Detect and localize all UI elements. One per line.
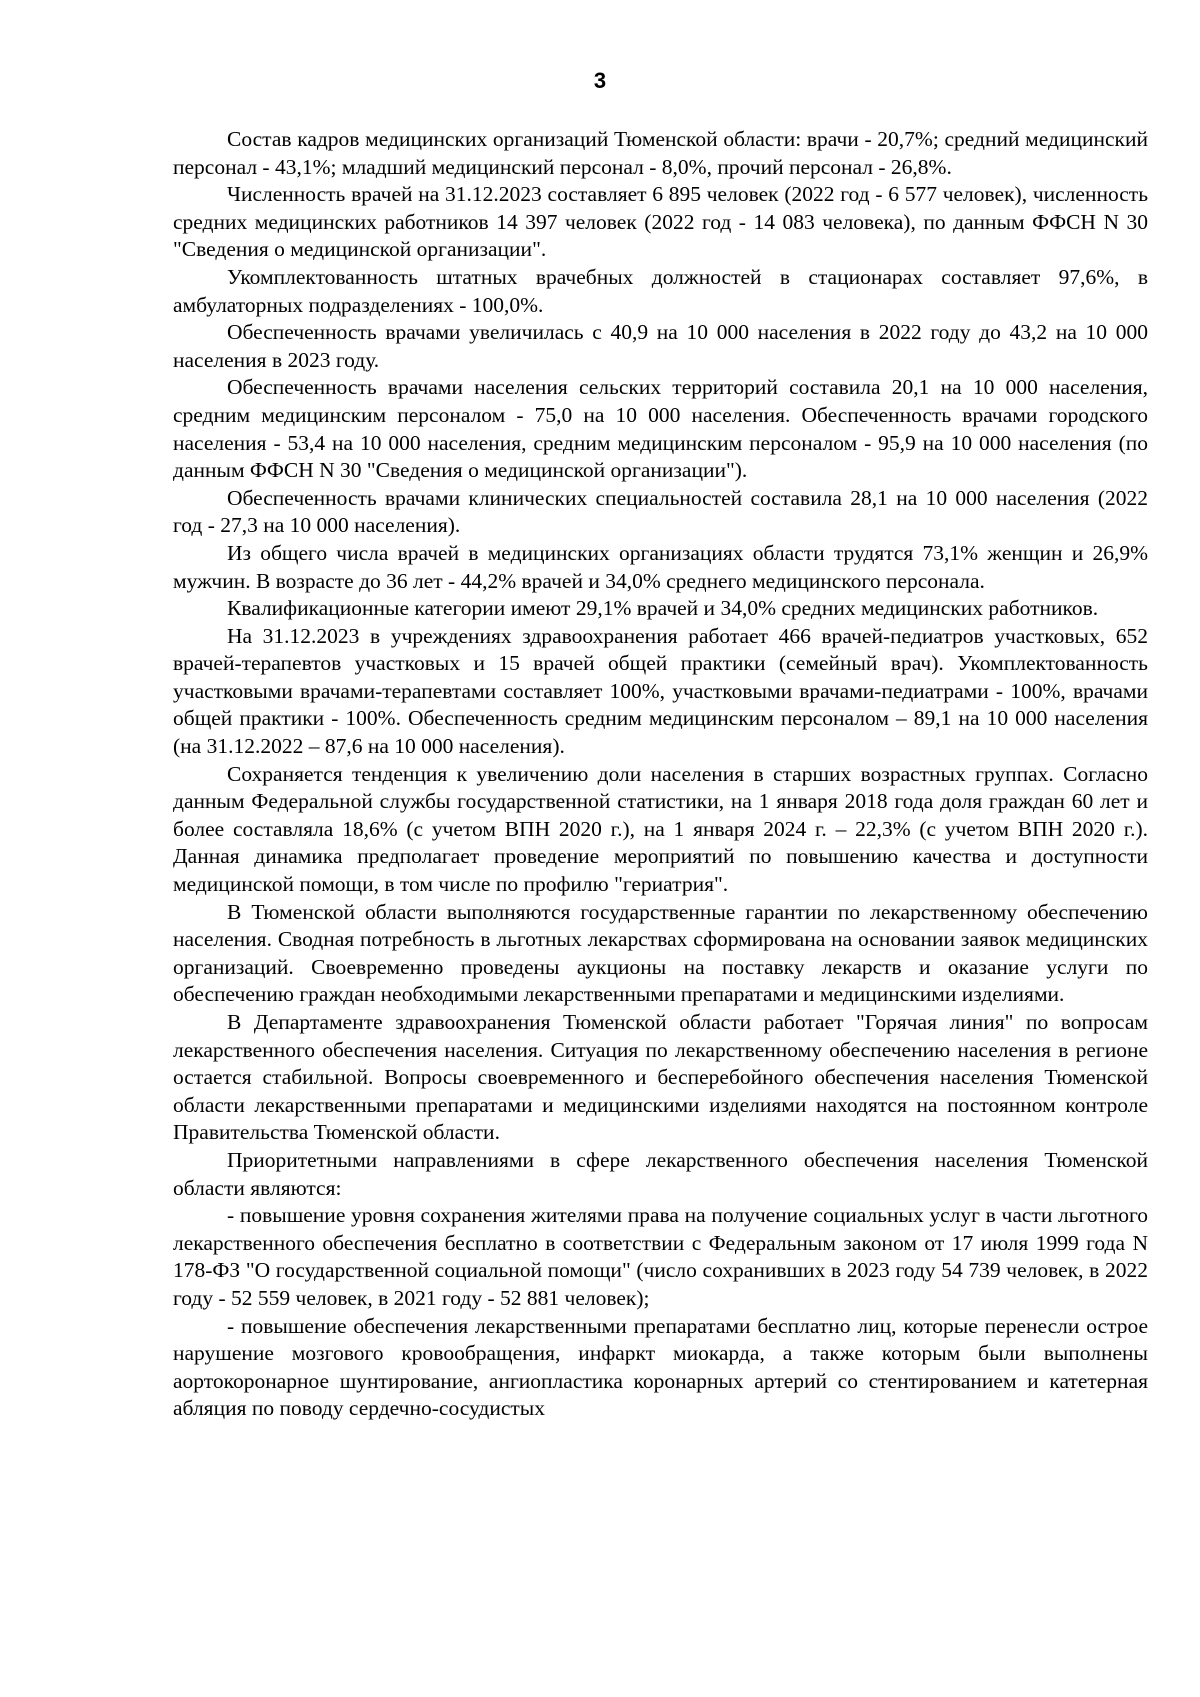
paragraph: Укомплектованность штатных врачебных должностей в стационарах составляет 97,6%, в амбулаторных подразделениях - 100,0%. <box>173 264 1148 317</box>
paragraph: Из общего числа врачей в медицинских организациях области трудятся 73,1% женщин и 26,9% мужчин. В возрасте до 36 лет - 44,2% врачей и 34,0% среднего медицинского персонала. <box>173 540 1148 593</box>
paragraph: Квалификационные категории имеют 29,1% врачей и 34,0% средних медицинских работников. <box>227 596 1099 621</box>
paragraph: - повышение обеспечения лекарственными препаратами бесплатно лиц, которые перенесли острое нарушение мозгового кровообращения, инфаркт миокарда, а также которым были выполнены аортокоронарное шунтирование, ангиопластика коронарных артерий со стентированием и катетерная абляция по поводу сердечно-сосудистых <box>173 1313 1148 1421</box>
paragraph: В Тюменской области выполняются государственные гарантии по лекарственному обеспечению населения. Сводная потребность в льготных лекарствах сформирована на основании заявок медицинских организаций. Своевременно проведены аукционы на поставку лекарств и оказание услуги по обеспечению граждан необходимыми лекарственными препаратами и медицинскими изделиями. <box>173 899 1148 1007</box>
paragraph: Приоритетными направлениями в сфере лекарственного обеспечения населения Тюменской области являются: <box>173 1147 1148 1200</box>
paragraph: Обеспеченность врачами населения сельских территорий составила 20,1 на 10 000 населения, средним медицинским персоналом - 75,0 на 10 000 населения. Обеспеченность врачами городского населения - 53,4 на 10 000 населения, средним медицинским персоналом - 95,9 на 10 000 населения (по данным ФФСН N 30 "Сведения о медицинской организации"). <box>173 375 1148 483</box>
paragraph: - повышение уровня сохранения жителями права на получение социальных услуг в части льготного лекарственного обеспечения бесплатно в соответствии с Федеральным законом от 17 июля 1999 года N 178-ФЗ "О государственной социальной помощи" (число сохранивших в 2023 году 54 739 человек, в 2022 году - 52 559 человек, в 2021 году - 52 881 человек); <box>173 1203 1148 1310</box>
paragraph: На 31.12.2023 в учреждениях здравоохранения работает 466 врачей-педиатров участковых, 652 врачей-терапевтов участковых и 15 врачей общей практики (семейный врач). Укомплектованность участковыми врачами-терапевтами составляет 100%, участковыми врачами-педиатрами - 100%, врачами общей практики - 100%. Обеспеченность средним медицинским персоналом – 89,1 на 10 000 населения (на 31.12.2022 – 87,6 на 10 000 населения). <box>173 623 1148 759</box>
paragraph: Состав кадров медицинских организаций Тюменской области: врачи - 20,7%; средний медицинский персонал - 43,1%; младший медицинский персонал - 8,0%, прочий персонал - 26,8%. <box>173 127 1148 179</box>
paragraph: Обеспеченность врачами увеличилась с 40,9 на 10 000 населения в 2022 году до 43,2 на 10 000 населения в 2023 году. <box>173 320 1148 372</box>
document-body <box>173 126 1148 1423</box>
page-number: 3 <box>593 68 607 93</box>
paragraph: В Департаменте здравоохранения Тюменской области работает "Горячая линия" по вопросам лекарственного обеспечения населения. Ситуация по лекарственному обеспечению населения в регионе остается стабильной. Вопросы своевременного и бесперебойного обеспечения населения Тюменской области лекарственными препаратами и медицинскими изделиями находятся на постоянном контроле Правительства Тюменской области. <box>173 1010 1148 1145</box>
paragraph: Сохраняется тенденция к увеличению доли населения в старших возрастных группах. Согласно данным Федеральной службы государственной статистики, на 1 января 2018 года доля граждан 60 лет и более составляла 18,6% (с учетом ВПН 2020 г.), на 1 января 2024 г. – 22,3% (с учетом ВПН 2020 г.). Данная динамика предполагает проведение мероприятий по повышению качества и доступности медицинской помощи, в том числе по профилю "гериатрия". <box>173 761 1148 897</box>
paragraph: Обеспеченность врачами клинических специальностей составила 28,1 на 10 000 населения (2022 год - 27,3 на 10 000 населения). <box>173 485 1148 538</box>
paragraph: Численность врачей на 31.12.2023 составляет 6 895 человек (2022 год - 6 577 человек), численность средних медицинских работников 14 397 человек (2022 год - 14 083 человека), по данным ФФСН N 30 "Сведения о медицинской организации". <box>173 182 1148 262</box>
